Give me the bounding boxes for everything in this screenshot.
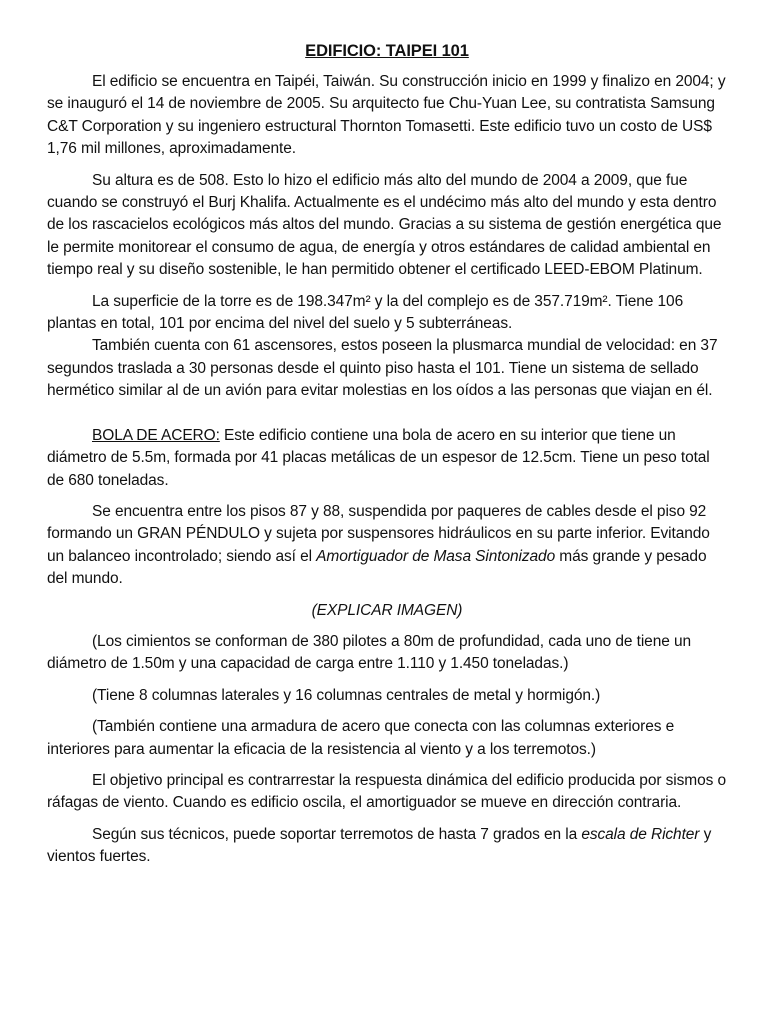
pendulum-text-b: más grande y pesado del mundo. [47, 547, 707, 588]
pendulum-italic: Amortiguador de Masa Sintonizado [316, 547, 556, 565]
paragraph-construction: El edificio se encuentra en Taipéi, Taiwán. Su construcción inicio en 1999 y finalizo en 2004; y se inauguró el 14 de noviembre de 2005. Su arquitecto fue Chu-Yuan Lee, su contratista Samsung C&T Corporation y su ingeniero estructural Thornton Tomasetti. Este edificio tuvo un costo de US$ 1,76 mil millones, aproximadamente. [47, 73, 726, 158]
paragraph-height: Su altura es de 508. Esto lo hizo el edificio más alto del mundo de 2004 a 2009, que fue cuando se construyó el Burj Khalifa. Actualmente es el undécimo más alto del mundo y esta dentro de los rascacielos ecológicos más altos del mundo. Gracias a su sistema de gestión energética que le permite monitorear el consumo de agua, de energía y otros estándares de calidad ambiental en tiempo real y su diseño sostenible, le han permitido obtener el certificado LEED-EBOM Platinum. [47, 171, 722, 279]
paragraph-columns: (Tiene 8 columnas laterales y 16 columnas centrales de metal y hormigón.) [92, 686, 601, 704]
paragraph-elevators: También cuenta con 61 ascensores, estos poseen la plusmarca mundial de velocidad: en 37 segundos traslada a 30 personas desde el quinto piso hasta el 101. Tiene un sistema de sellado hermético similar al de un avión para evitar molestias en los oídos a las personas que viajan en él. [47, 337, 718, 400]
paragraph-steel-frame: (También contiene una armadura de acero que conecta con las columnas exteriores e interiores para aumentar la eficacia de la resistencia al viento y a los terremotos.) [47, 718, 675, 758]
earthquakes-italic: escala de Richter [581, 825, 700, 843]
document-title: EDIFICIO: TAIPEI 101 [305, 42, 469, 60]
paragraph-pendulum [47, 501, 727, 591]
steel-ball-heading: BOLA DE ACERO: [92, 426, 220, 444]
paragraph-foundations: (Los cimientos se conforman de 380 pilotes a 80m de profundidad, cada uno de tiene un diámetro de 1.50m y una capacidad de carga entre 1.110 y 1.450 toneladas.) [47, 632, 691, 673]
steel-ball-text: Este edificio contiene una bola de acero en su interior que tiene un diámetro de 5.5m, formada por 41 placas metálicas de un espesor de 12.5cm. Tiene un peso total de 680 toneladas. [47, 426, 710, 489]
document-page [47, 40, 727, 878]
pendulum-text-a: Se encuentra entre los pisos 87 y 88, suspendida por paqueres de cables desde el piso 92 formando un GRAN PÉNDULO y sujeta por suspensores hidráulicos en su parte inferior. Evitando un balanceo incontrolado; siendo así el [47, 502, 710, 565]
paragraph-steel-ball [47, 425, 727, 492]
earthquakes-text-a: Según sus técnicos, puede soportar terremotos de hasta 7 grados en la [92, 825, 582, 843]
blank-line [47, 403, 727, 425]
earthquakes-text-b: y vientos fuertes. [47, 825, 712, 866]
paragraph-objective: El objetivo principal es contrarrestar la respuesta dinámica del edificio producida por sismos o ráfagas de viento. Cuando es edificio oscila, el amortiguador se mueve en dirección contraria. [47, 771, 726, 812]
paragraph-earthquakes [47, 824, 727, 869]
paragraph-surface: La superficie de la torre es de 198.347m² y la del complejo es de 357.719m². Tiene 106 plantas en total, 101 por encima del nivel del suelo y 5 subterráneas. [47, 292, 684, 333]
explain-image-note: (EXPLICAR IMAGEN) [311, 601, 463, 619]
